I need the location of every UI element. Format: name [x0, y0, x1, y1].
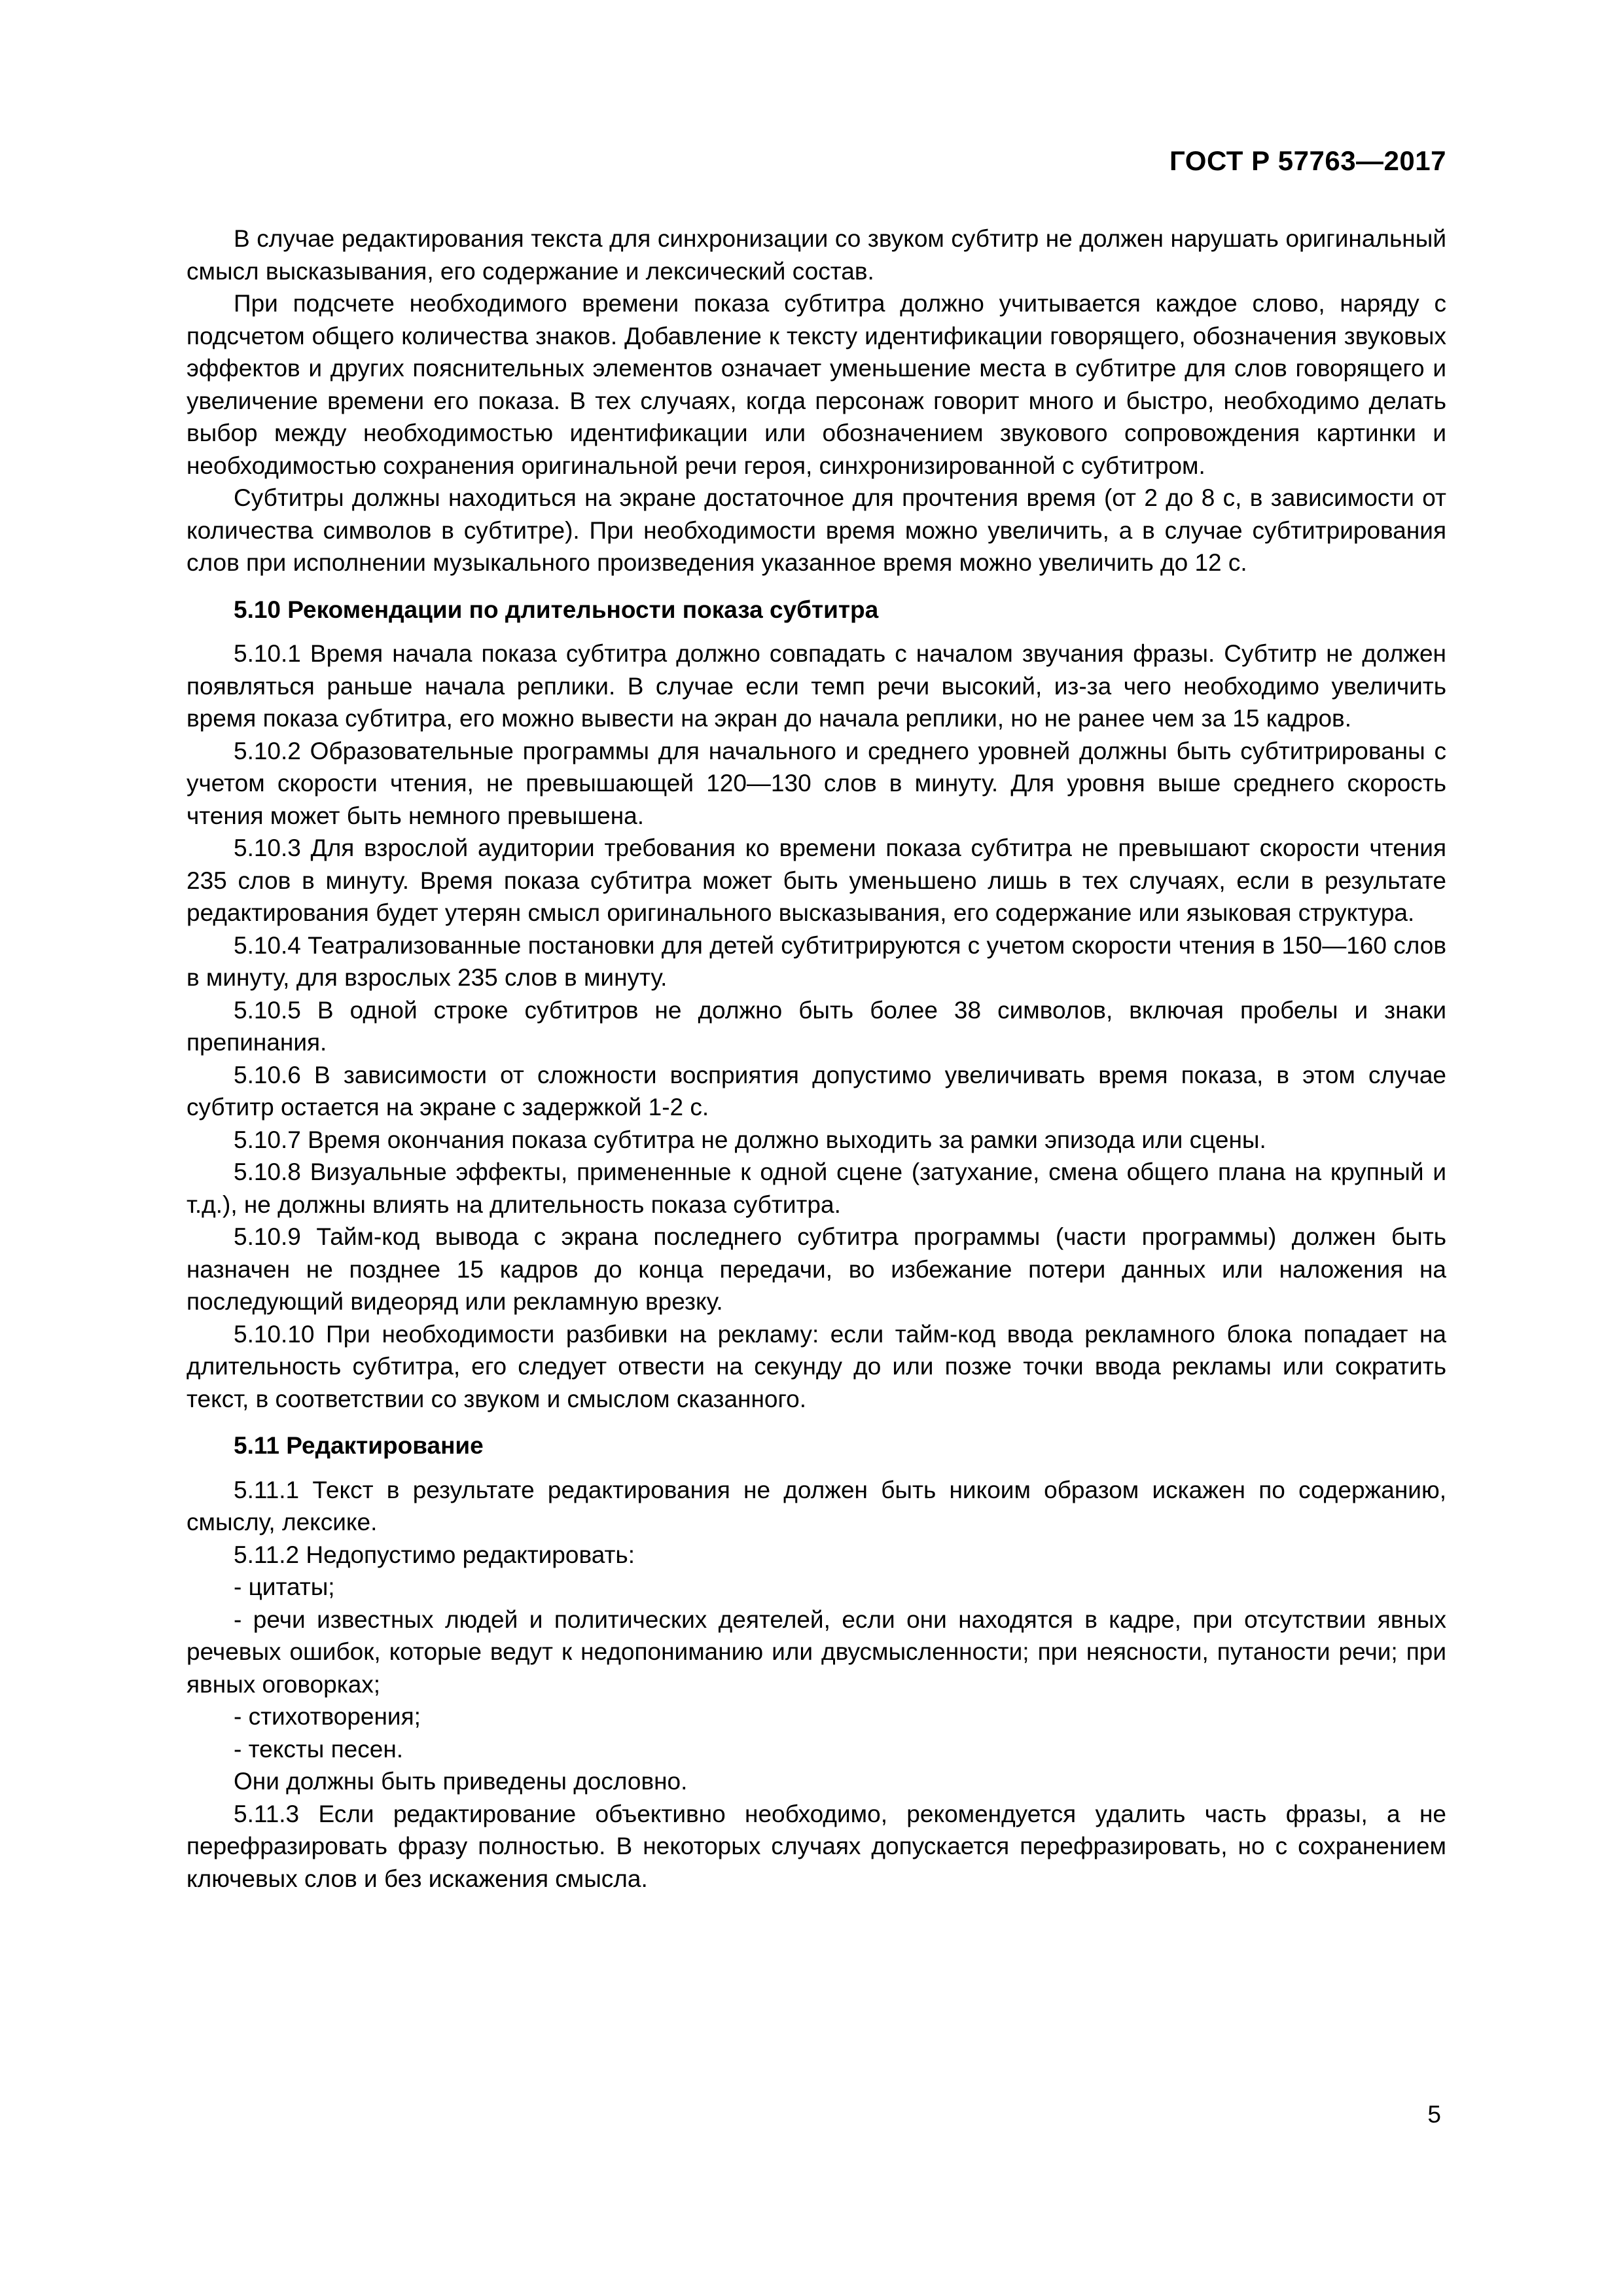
clause-5-10-8: 5.10.8 Визуальные эффекты, примененные к одной сцене (затухание, смена общего плана на крупный и т.д.), не должны влиять на длительность показа субтитра. — [187, 1158, 1446, 1218]
clause-5-10-4: 5.10.4 Театрализованные постановки для детей субтитрируются с учетом скорости чтения в 150—160 слов в минуту, для взрослых 235 слов в минуту. — [187, 931, 1446, 991]
clause-5-10-2: 5.10.2 Образовательные программы для начального и среднего уровней должны быть субтитрированы с учетом скорости чтения, не превышающей 120—130 слов в минуту. Для уровня выше среднего скорость чтения может быть немного превышена. — [187, 737, 1446, 829]
paragraph: При подсчете необходимого времени показа субтитра должно учитывается каждое слово, наряду с подсчетом общего количества знаков. Добавление к тексту идентификации говорящего, обозначения звуковых эффектов и других пояснительных элементов означает уменьшение места в субтитре для слов говорящего и увеличение времени его показа. В тех случаях, когда персонаж говорит много и быстро, необходимо делать выбор между необходимостью идентификации или обозначением звукового сопровождения картинки и необходимостью сохранения оригинальной речи героя, синхронизированной с субтитром. — [187, 290, 1446, 479]
list-item: - стихотворения; — [234, 1703, 421, 1730]
document-body — [187, 223, 1446, 1895]
list-item: - цитаты; — [234, 1573, 335, 1600]
paragraph: Субтитры должны находиться на экране достаточное для прочтения время (от 2 до 8 с, в зависимости от количества символов в субтитре). При необходимости время можно увеличить, а в случае субтитрирования слов при исполнении музыкального произведения указанное время можно увеличить до 12 с. — [187, 484, 1446, 576]
clause-5-10-6: 5.10.6 В зависимости от сложности восприятия допустимо увеличивать время показа, в этом случае субтитр остается на экране с задержкой 1-2 с. — [187, 1061, 1446, 1121]
paragraph: В случае редактирования текста для синхронизации со звуком субтитр не должен нарушать оригинальный смысл высказывания, его содержание и лексический состав. — [187, 225, 1446, 285]
list-item: - речи известных людей и политических деятелей, если они находятся в кадре, при отсутствии явных речевых ошибок, которые ведут к недопониманию или двусмысленности; при неясности, путаности речи; при явных оговорках; — [187, 1605, 1446, 1698]
standard-designation: ГОСТ Р 57763—2017 — [1169, 145, 1446, 176]
clause-5-11-3: 5.11.3 Если редактирование объективно необходимо, рекомендуется удалить часть фразы, а не перефразировать фразу полностью. В некоторых случаях допускается перефразировать, но с сохранением ключевых слов и без искажения смысла. — [187, 1800, 1446, 1892]
clause-5-11-1: 5.11.1 Текст в результате редактирования не должен быть никоим образом искажен по содержанию, смыслу, лексике. — [187, 1476, 1446, 1535]
clause-5-10-3: 5.10.3 Для взрослой аудитории требования ко времени показа субтитра не превышают скорости чтения 235 слов в минуту. Время показа субтитра может быть уменьшено лишь в тех случаях, если в результате редактирования будет утерян смысл оригинального высказывания, его содержание или языковая структура. — [187, 834, 1446, 926]
page-number: 5 — [1427, 2101, 1441, 2128]
clause-5-10-9: 5.10.9 Тайм-код вывода с экрана последнего субтитра программы (части программы) должен быть назначен не позднее 15 кадров до конца передачи, во избежание потери данных или наложения на последующий видеоряд или рекламную врезку. — [187, 1223, 1446, 1315]
clause-5-10-1: 5.10.1 Время начала показа субтитра должно совпадать с началом звучания фразы. Субтитр не должен появляться раньше начала реплики. В случае если темп речи высокий, из-за чего необходимо увеличить время показа субтитра, его можно вывести на экран до начала реплики, но не ранее чем за 15 кадров. — [187, 640, 1446, 732]
paragraph: Они должны быть приведены дословно. — [234, 1768, 688, 1795]
list-item: - тексты песен. — [234, 1735, 404, 1763]
section-heading-5-10: 5.10 Рекомендации по длительности показа субтитра — [234, 596, 879, 623]
clause-5-10-5: 5.10.5 В одной строке субтитров не должно быть более 38 символов, включая пробелы и знаки препинания. — [187, 996, 1446, 1056]
clause-5-11-2: 5.11.2 Недопустимо редактировать: — [234, 1541, 635, 1568]
clause-5-10-7: 5.10.7 Время окончания показа субтитра не должно выходить за рамки эпизода или сцены. — [234, 1126, 1266, 1153]
section-heading-5-11: 5.11 Редактирование — [234, 1432, 484, 1459]
clause-5-10-10: 5.10.10 При необходимости разбивки на рекламу: если тайм-код ввода рекламного блока попадает на длительность субтитра, его следует отвести на секунду до или позже точки ввода рекламы или сократить текст, в соответствии со звуком и смыслом сказанного. — [187, 1320, 1446, 1412]
